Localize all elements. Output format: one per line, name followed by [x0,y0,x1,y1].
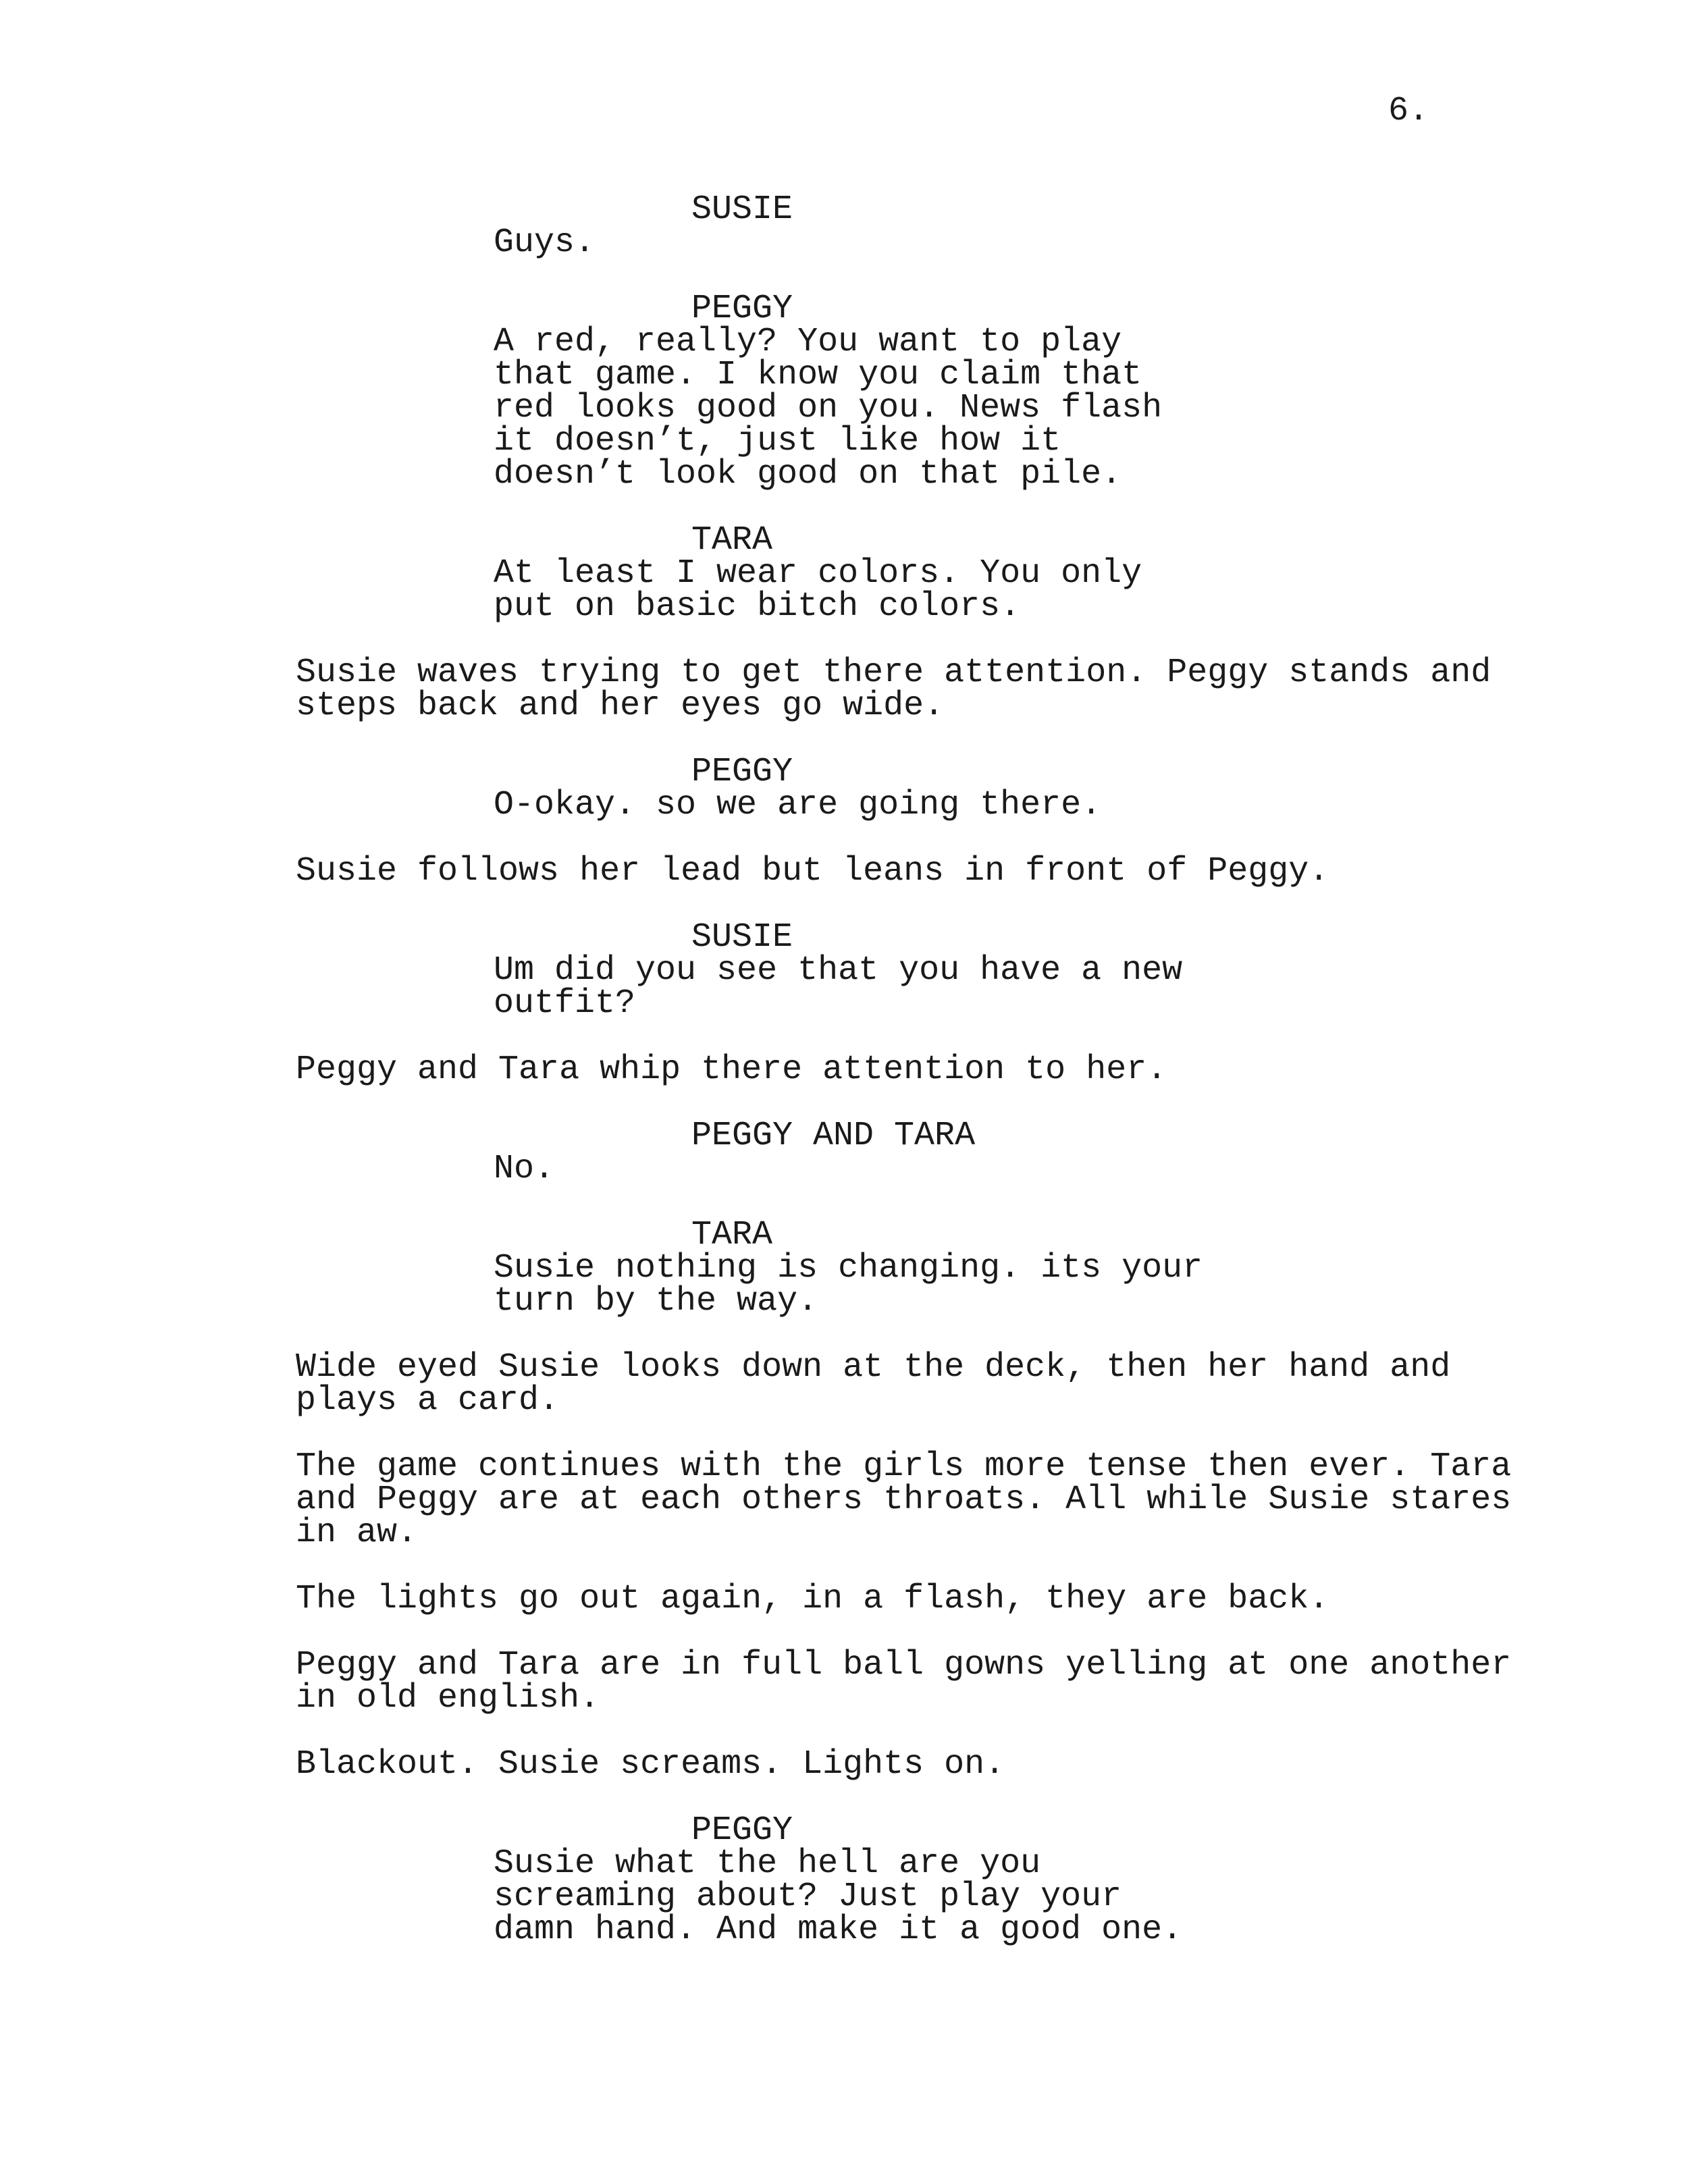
character-cue: SUSIE [691,190,793,229]
character-cue: PEGGY AND TARA [691,1117,976,1155]
action-line: The lights go out again, in a flash, they are back. [296,1580,1329,1618]
character-cue: PEGGY [691,290,793,328]
character-cue: TARA [691,521,773,560]
dialogue: O-okay. so we are going there. [494,786,1102,824]
dialogue: No. [494,1150,555,1188]
dialogue: Um did you see that you have a new outfit? [494,951,1183,1023]
dialogue: Susie what the hell are you screaming about? Just play your damn hand. And make it a good one. [494,1844,1183,1949]
page-number: 6. [1388,92,1429,130]
action-line: Peggy and Tara are in full ball gowns yelling at one another in old english. [296,1646,1512,1717]
dialogue: A red, really? You want to play that game. I know you claim that red looks good on you. News flash it doesn’t, just like how it doesn’t look good on that pile. [494,323,1163,494]
action-line: Peggy and Tara whip there attention to her. [296,1050,1167,1089]
character-cue: PEGGY [691,1811,793,1850]
script-body [0,190,1688,1979]
action-line: Blackout. Susie screams. Lights on. [296,1745,1005,1784]
dialogue: Susie nothing is changing. its your turn by the way. [494,1249,1203,1321]
character-cue: PEGGY [691,753,793,791]
dialogue: Guys. [494,223,596,262]
action-line: The game continues with the girls more tense then ever. Tara and Peggy are at each others throats. All while Susie stares in aw. [296,1447,1512,1552]
dialogue: At least I wear colors. You only put on basic bitch colors. [494,554,1142,626]
character-cue: TARA [691,1216,773,1254]
action-line: Wide eyed Susie looks down at the deck, then her hand and plays a card. [296,1348,1451,1420]
character-cue: SUSIE [691,918,793,957]
action-line: Susie follows her lead but leans in front of Peggy. [296,852,1329,890]
action-line: Susie waves trying to get there attention. Peggy stands and steps back and her eyes go wide. [296,654,1492,725]
